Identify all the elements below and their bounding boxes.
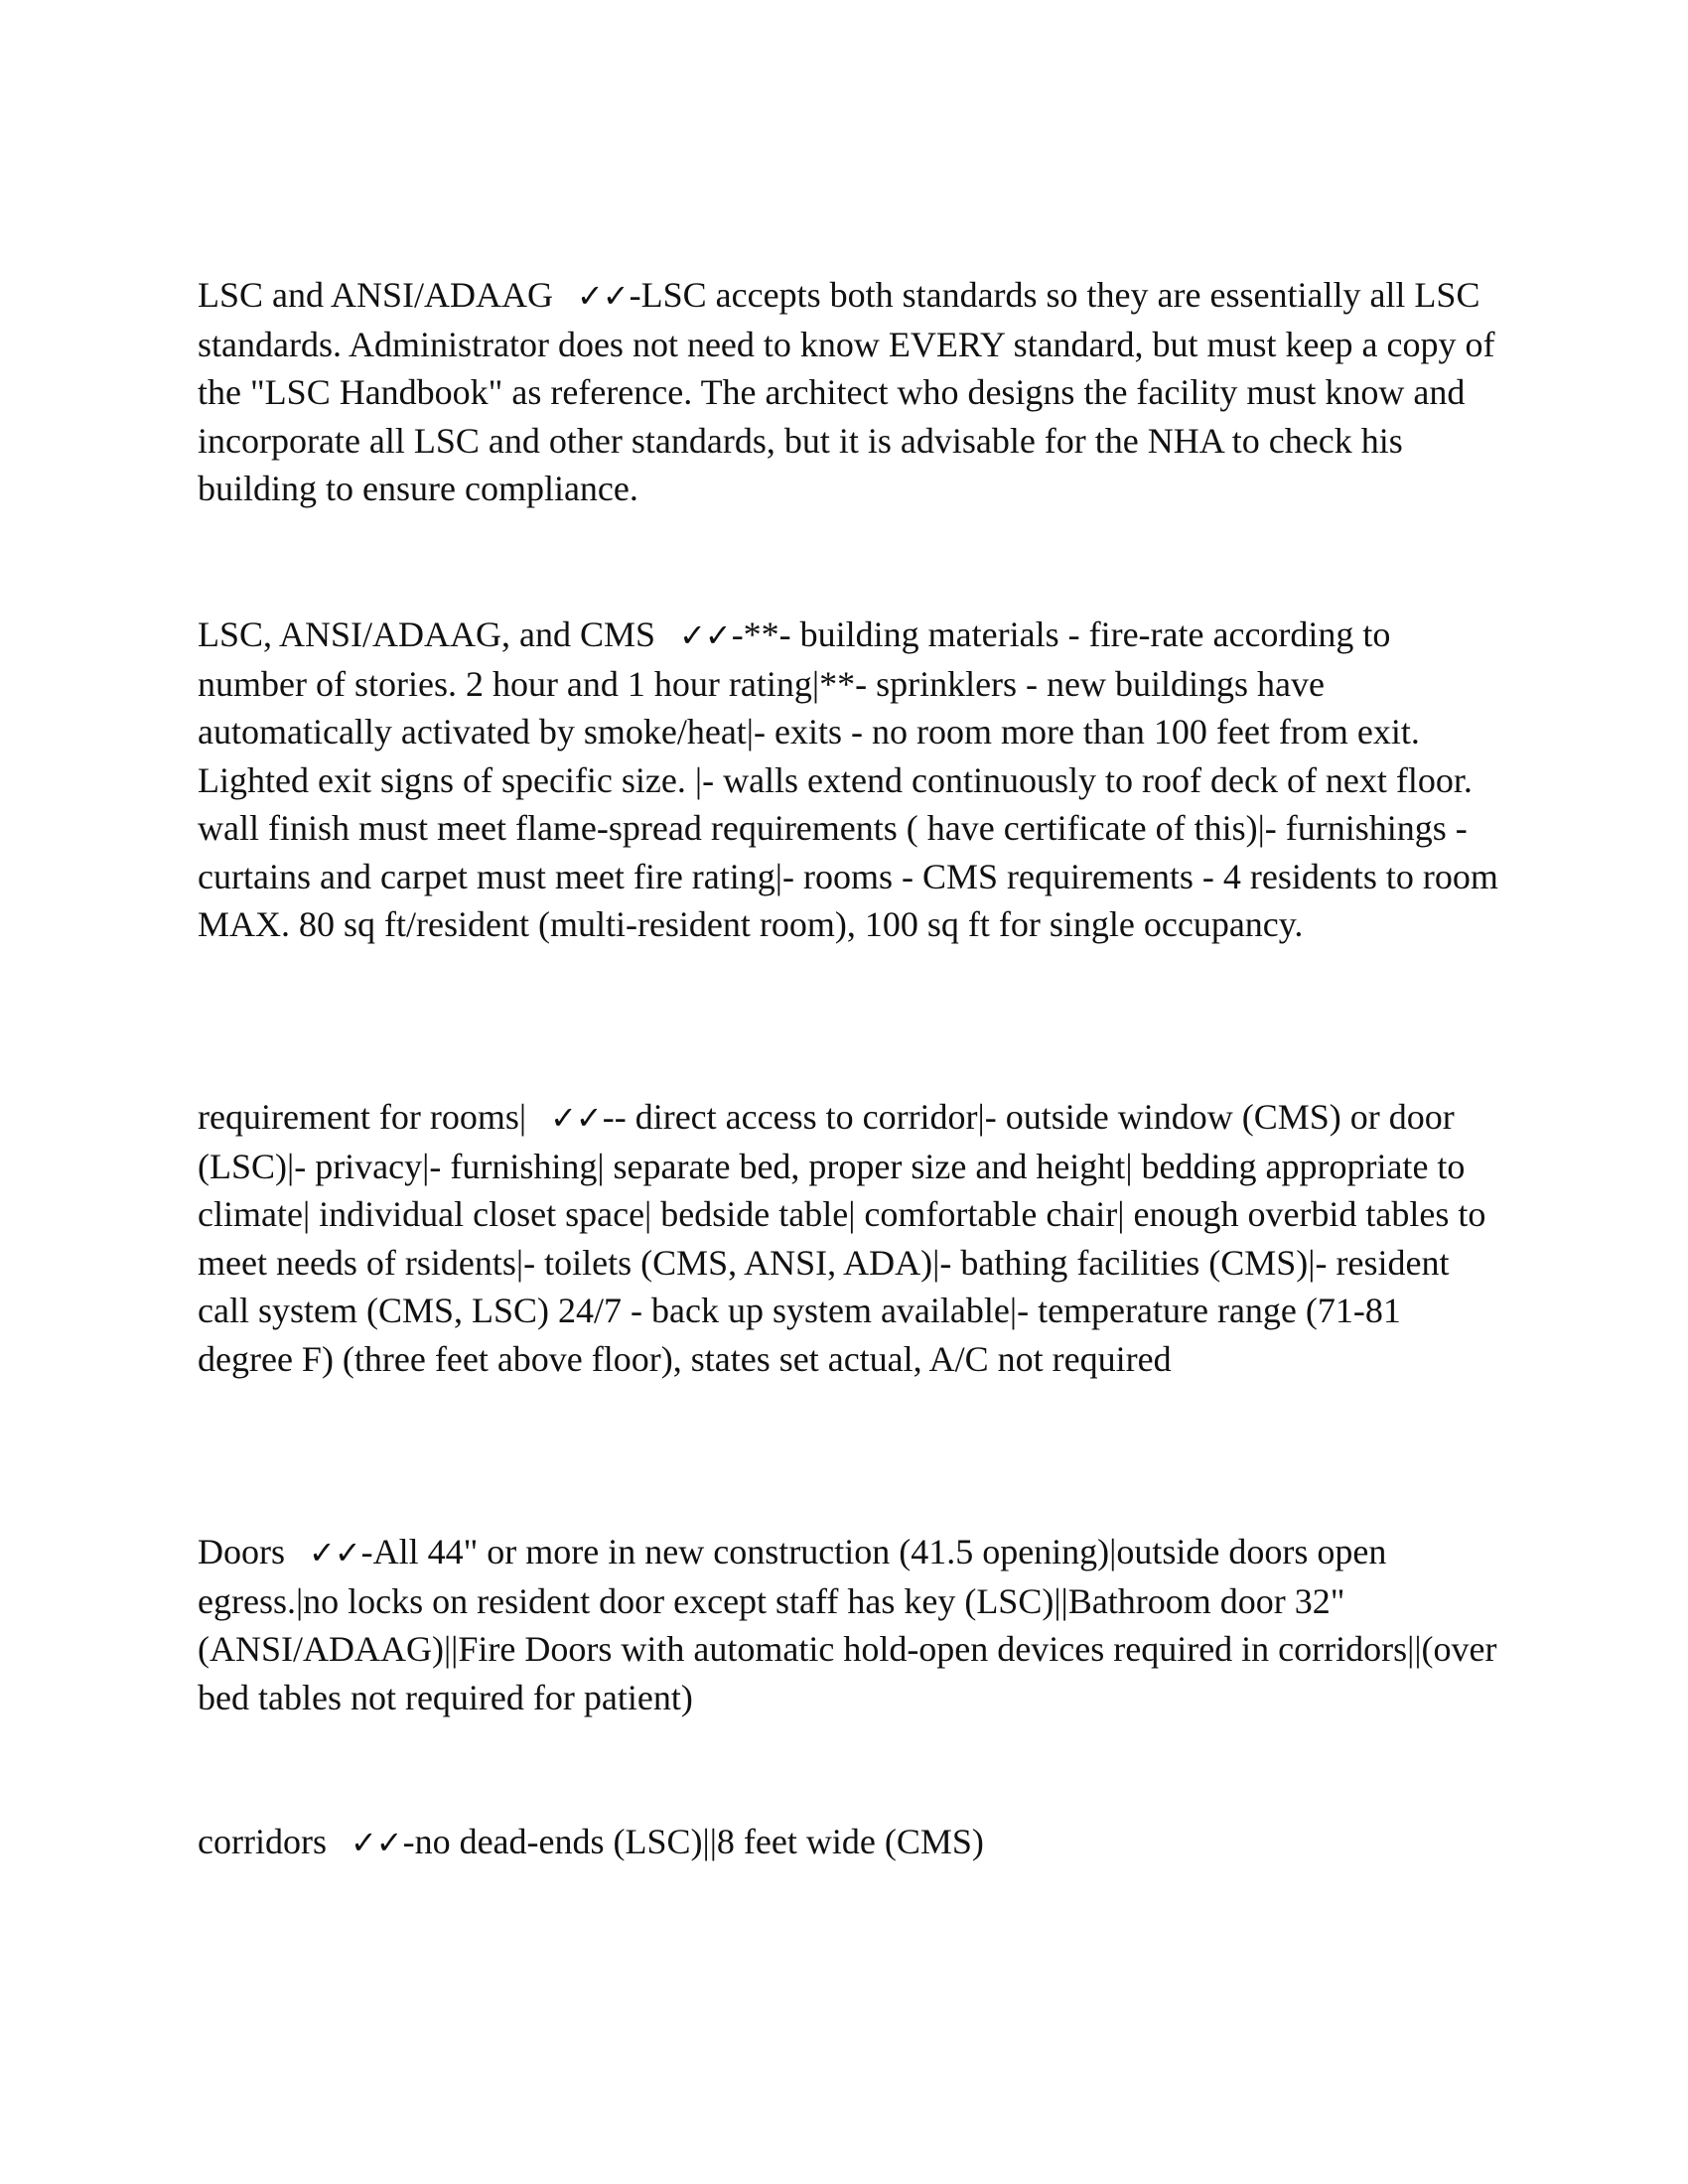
entry-text: -- direct access to corridor|- outside window (CMS) or door (LSC)|- privacy|- furnishing| separate bed, proper size and height| bedding appropriate to climate| individual closet space| bedside table| comfortable chair| enough overbid tables to meet needs of rsidents|- toilets (CMS, ANSI, ADA)|- bathing facilities (CMS)|- resident call system (CMS, LSC) 24/7 - back up system available|- temperature range (71-81 degree F) (three feet above floor), states set actual, A/C not required: [198, 1097, 1486, 1379]
flashcard-entry: [198, 611, 1498, 949]
flashcard-entry: [198, 1818, 1498, 1867]
double-check-icon: ✓✓: [350, 1824, 402, 1861]
flashcard-entry: [198, 1528, 1498, 1721]
entry-term: LSC, ANSI/ADAAG, and CMS: [198, 614, 656, 654]
double-check-icon: ✓✓: [679, 616, 731, 654]
entry-text: -LSC accepts both standards so they are essentially all LSC standards. Administrator does not need to know EVERY standard, but must keep a copy of the "LSC Handbook" as reference. The architect who designs the facility must know and incorporate all LSC and other standards, but it is advisable for the NHA to check his building to ensure compliance.: [198, 275, 1495, 508]
double-check-icon: ✓✓: [550, 1099, 602, 1137]
entry-text: -no dead-ends (LSC)||8 feet wide (CMS): [402, 1822, 984, 1861]
entry-text: -All 44" or more in new construction (41.5 opening)|outside doors open egress.|no locks on resident door except staff has key (LSC)||Bathroom door 32" (ANSI/ADAAG)||Fire Doors with automatic hold-open devices required in corridors||(over bed tables not required for patient): [198, 1532, 1497, 1717]
double-check-icon: ✓✓: [309, 1534, 360, 1571]
double-check-icon: ✓✓: [577, 277, 629, 315]
flashcard-entry: [198, 1093, 1498, 1383]
flashcard-entry: [198, 271, 1498, 513]
entry-term: Doors: [198, 1532, 285, 1571]
entry-term: corridors: [198, 1822, 327, 1861]
entry-term: LSC and ANSI/ADAAG: [198, 275, 554, 315]
entry-term: requirement for rooms|: [198, 1097, 527, 1137]
entry-text: -**- building materials - fire-rate according to number of stories. 2 hour and 1 hour rating|**- sprinklers - new buildings have automatically activated by smoke/heat|- exits - no room more than 100 feet from exit. Lighted exit signs of specific size. |- walls extend continuously to roof deck of next floor. wall finish must meet flame-spread requirements ( have certificate of this)|- furnishings - curtains and carpet must meet fire rating|- rooms - CMS requirements - 4 residents to room MAX. 80 sq ft/resident (multi-resident room), 100 sq ft for single occupancy.: [198, 614, 1498, 944]
